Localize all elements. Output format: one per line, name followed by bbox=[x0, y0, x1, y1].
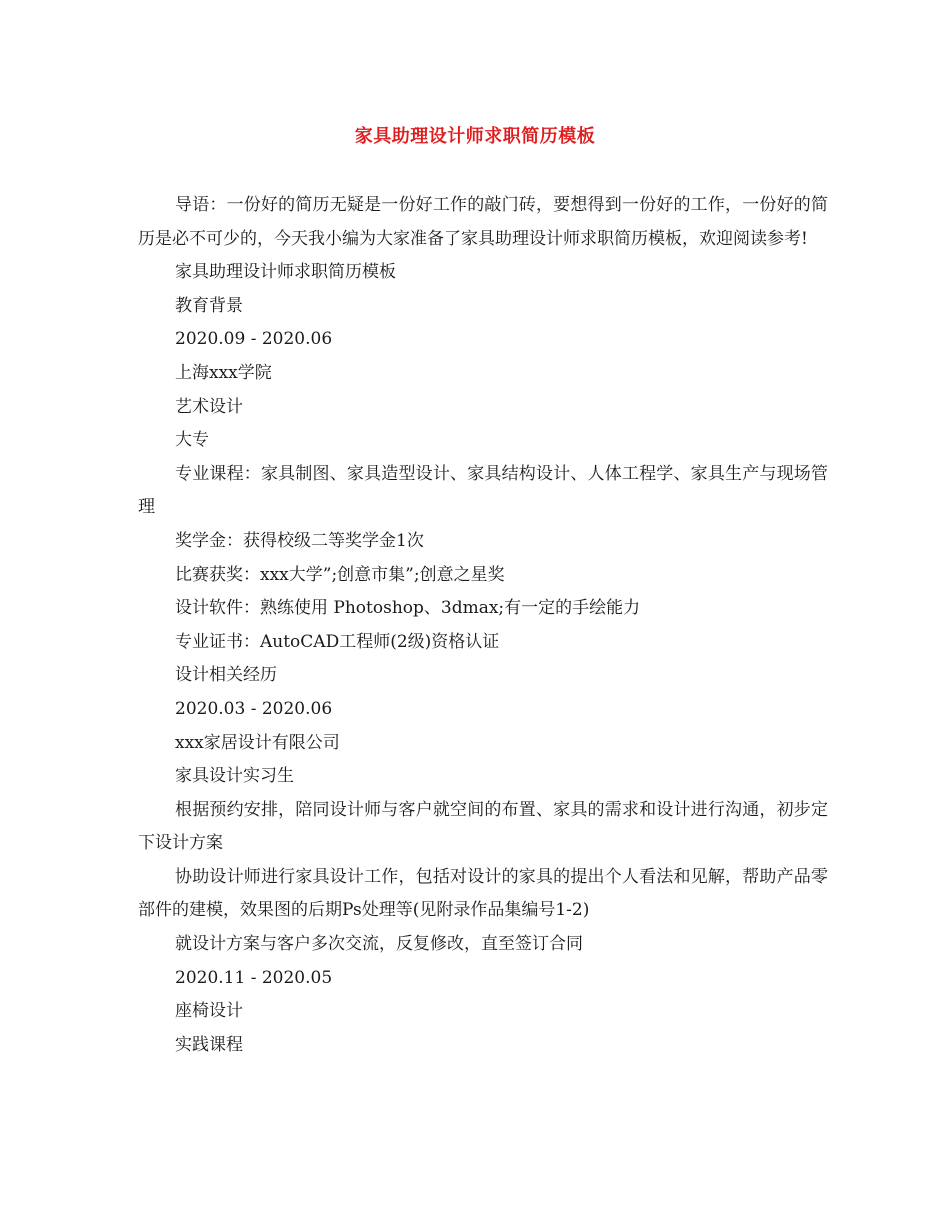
project-type: 实践课程 bbox=[175, 1034, 243, 1055]
education-date-range: 2020.09 - 2020.06 bbox=[175, 329, 333, 350]
experience-company: xxx家居设计有限公司 bbox=[175, 732, 340, 753]
education-certificate: 专业证书：AutoCAD工程师(2级)资格认证 bbox=[175, 631, 500, 652]
section-heading-education: 教育背景 bbox=[175, 295, 243, 316]
education-scholarship: 奖学金：获得校级二等奖学金1次 bbox=[175, 530, 424, 551]
experience-position: 家具设计实习生 bbox=[175, 766, 294, 787]
intro-paragraph: 导语：一份好的简历无疑是一份好工作的敲门砖，要想得到一份好的工作，一份好的简历是必不可少的，今天我小编为大家准备了家具助理设计师求职简历模板，欢迎阅读参考! bbox=[138, 195, 828, 249]
section-heading-experience: 设计相关经历 bbox=[175, 665, 277, 686]
project-date-range: 2020.11 - 2020.05 bbox=[175, 967, 333, 988]
education-courses: 专业课程：家具制图、家具造型设计、家具结构设计、人体工程学、家具生产与现场管理 bbox=[138, 463, 828, 518]
experience-duty: 协助设计师进行家具设计工作，包括对设计的家具的提出个人看法和见解，帮助产品零部件的建模，效果图的后期Ps处理等(见附录作品集编号1-2) bbox=[138, 866, 828, 921]
education-major: 艺术设计 bbox=[175, 396, 243, 417]
education-degree: 大专 bbox=[175, 430, 209, 451]
education-awards: 比赛获奖：xxx大学”;创意市集”;创意之星奖 bbox=[175, 564, 505, 585]
experience-date-range: 2020.03 - 2020.06 bbox=[175, 698, 333, 719]
resume-heading: 家具助理设计师求职简历模板 bbox=[175, 262, 396, 283]
experience-duty: 根据预约安排，陪同设计师与客户就空间的布置、家具的需求和设计进行沟通，初步定下设计方案 bbox=[138, 799, 828, 854]
project-title: 座椅设计 bbox=[175, 1001, 243, 1022]
document-body bbox=[138, 189, 828, 1062]
education-software: 设计软件：熟练使用 Photoshop、3dmax;有一定的手绘能力 bbox=[175, 598, 641, 619]
experience-duty: 就设计方案与客户多次交流，反复修改，直至签订合同 bbox=[175, 934, 583, 955]
education-school: 上海xxx学院 bbox=[175, 362, 272, 383]
document-title: 家具助理设计师求职简历模板 bbox=[354, 126, 596, 147]
